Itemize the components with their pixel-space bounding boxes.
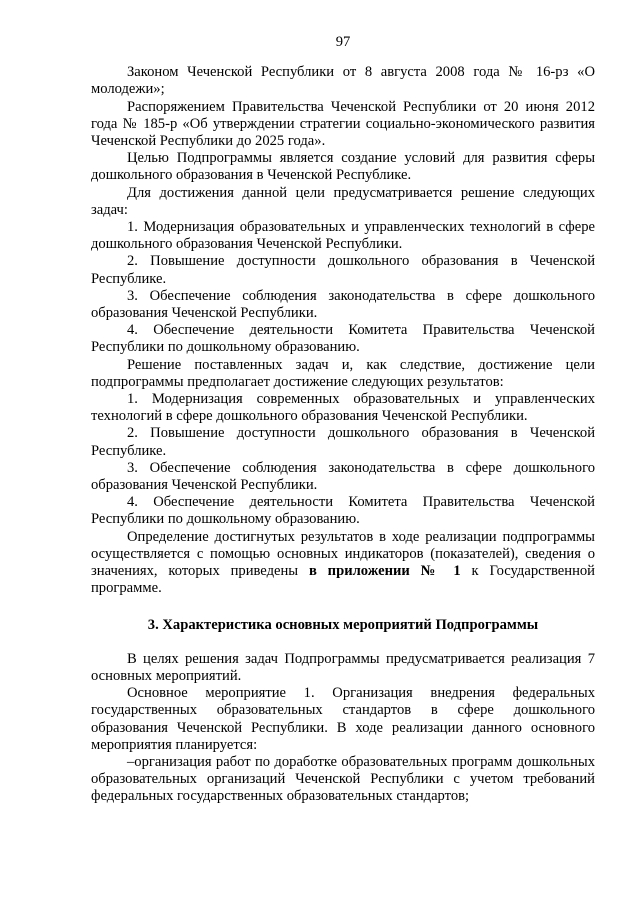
paragraph-indicators xyxy=(91,529,595,598)
result-item-4: 4. Обеспечение деятельности Комитета Правительства Чеченской Республики по дошкольному образованию. xyxy=(91,494,595,528)
paragraph-results-intro: Решение поставленных задач и, как следствие, достижение цели подпрограммы предполагает достижение следующих результатов: xyxy=(91,356,595,390)
task-item-1: 1. Модернизация образовательных и управленческих технологий в сфере дошкольного образования Чеченской Республики. xyxy=(91,219,595,253)
section-heading: 3. Характеристика основных мероприятий Подпрограммы xyxy=(147,616,539,633)
indicators-text-before: Определение достигнутых результатов в ходе реализации подпрограммы осуществляется с помощью основных индикаторов (показателей), сведения о значениях, которых приведены xyxy=(91,528,595,580)
task-item-3: 3. Обеспечение соблюдения законодательства в сфере дошкольного образования Чеченской Республики. xyxy=(91,287,595,322)
paragraph-law-youth: Законом Чеченской Республики от 8 августа 2008 года № 16-рз «О молодежи»; xyxy=(91,64,595,98)
paragraph-main-activity-1: Основное мероприятие 1. Организация внедрения федеральных государственных образовательных стандартов в сфере дошкольного образования Чеченской Республики. В ходе реализации данного основного мероприятия планируется: xyxy=(91,685,595,753)
document-page xyxy=(91,34,595,806)
indicators-text-after: к Государственной программе. xyxy=(91,563,595,597)
page-number: 97 xyxy=(335,34,351,50)
task-item-4: 4. Обеспечение деятельности Комитета Правительства Чеченской Республики по дошкольному образованию. xyxy=(91,322,595,356)
result-item-1: 1. Модернизация современных образовательных и управленческих технологий в сфере дошкольного образования Чеченской Республики. xyxy=(91,391,595,425)
paragraph-goal: Целью Подпрограммы является создание условий для развития сферы дошкольного образования в Чеченской Республике. xyxy=(91,150,595,184)
appendix-reference: в приложении № 1 xyxy=(308,563,461,580)
result-item-3: 3. Обеспечение соблюдения законодательства в сфере дошкольного образования Чеченской Республики. xyxy=(91,459,595,494)
task-item-2: 2. Повышение доступности дошкольного образования в Чеченской Республике. xyxy=(91,253,595,287)
paragraph-strategy-order: Распоряжением Правительства Чеченской Республики от 20 июня 2012 года № 185-р «Об утверждении стратегии социально-экономического развития Чеченской Республики до 2025 года». xyxy=(91,98,595,150)
result-item-2: 2. Повышение доступности дошкольного образования в Чеченской Республике. xyxy=(91,425,595,459)
paragraph-activity-item: –организация работ по доработке образовательных программ дошкольных образовательных организаций Чеченской Республики с учетом требований федеральных государственных образовательных стандартов; xyxy=(91,753,595,805)
paragraph-tasks-intro: Для достижения данной цели предусматривается решение следующих задач: xyxy=(91,184,595,218)
paragraph-activities-intro: В целях решения задач Подпрограммы предусматривается реализация 7 основных мероприятий. xyxy=(91,650,595,684)
